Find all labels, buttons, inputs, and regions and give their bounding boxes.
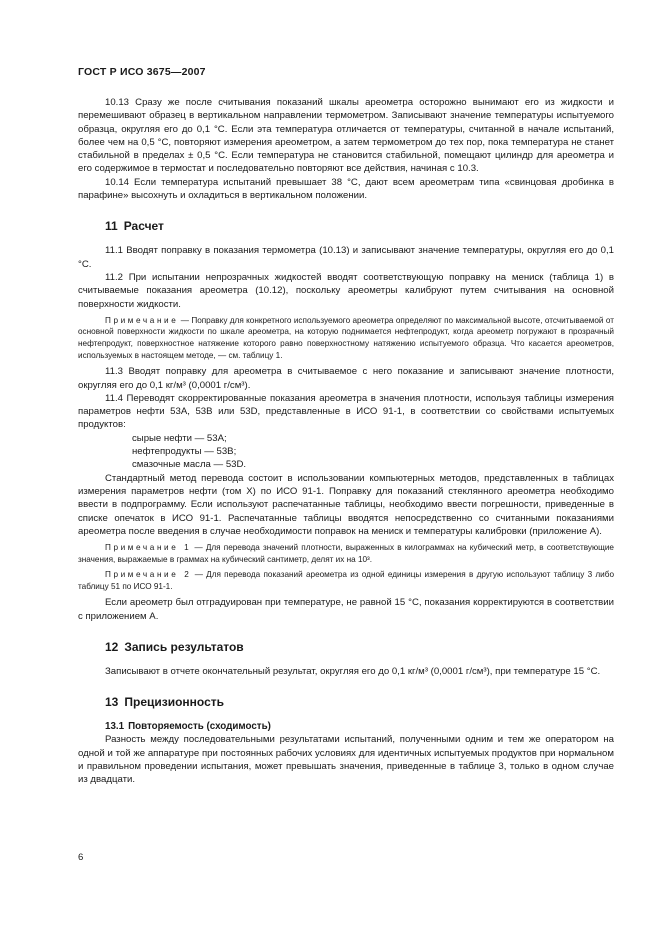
subsection-13-1-heading xyxy=(78,720,614,733)
note-1 xyxy=(78,542,614,565)
note-meniscus xyxy=(78,315,614,361)
document-body xyxy=(78,96,614,787)
paragraph-10-13: 10.13 Сразу же после считывания показаний шкалы ареометра осторожно вынимают его из жидкости и перемешивают образец в вертикальном направлении термометром. Записывают значение температуры испытуемого образца, округляя его до 0,1 °С. Если эта температура отличается от температуры, считанной в начале испытаний, более чем на 0,5 °С, повторяют измерения ареометром, а затем термометром до тех пор, пока температура не станет стабильной в пределах ± 0,5 °С. Если температура не становится стабильной, помещают цилиндр для ареометра и его содержимое в термостат и последовательно повторяют все действия, начиная с 10.3. xyxy=(78,97,614,175)
section-11-heading xyxy=(78,218,614,234)
note-label: Примечание 1 xyxy=(105,543,192,553)
subsection-title: Повторяемость (сходимость) xyxy=(128,721,271,733)
section-13-heading xyxy=(78,694,614,710)
paragraph-12: Записывают в отчете окончательный результат, округляя его до 0,1 кг/м³ (0,0001 г/см³), при температуре 15 °С. xyxy=(105,666,601,678)
note-label: Примечание xyxy=(105,315,179,325)
paragraph-standard-method: Стандартный метод перевода состоит в использовании компьютерных методов, представленных в таблицах измерения параметров нефти (том X) по ИСО 91-1. Поправку для показаний стеклянного ареометра необходимо ввести в подпрограмму. Если используют распечатанные таблицы, необходимо ввести погрешности, приведенные в списке опечаток в ИСО 91-1. Распечатанные таблицы вводятся непосредственно со считанными показаниями ареометра после введения в случае необходимости поправок на мениск и температуры калибровки (приложение А). xyxy=(78,472,614,537)
document-header: ГОСТ Р ИСО 3675—2007 xyxy=(78,66,206,78)
list-item: смазочные масла — 53D. xyxy=(132,459,247,471)
product-list xyxy=(78,432,614,472)
paragraph-11-1: 11.1 Вводят поправку в показания термометра (10.13) и записывают значение температуры, округляя его до 0,1 °С. xyxy=(78,245,614,270)
paragraph-11-4: 11.4 Переводят скорректированные показания ареометра в значения плотности, используя таблицы измерения параметров нефти 53А, 53В или 53D, представленные в ИСО 91-1, в соответствии со свойствами испытуемых продуктов: xyxy=(78,392,614,431)
note-text: — Поправку для конкретного используемого ареометра определяют по максимальной высоте, отсчитываемой от основной поверхности жидкости по шкале ареометра, на которую поднимается нефтепродукт, когда ареометр погружают в прозрачный нефтепродукт, поверхностное натяжение которого равно поверхностному натяжению испытуемого образца. Что касается ареометров, используемых в настоящем методе, — см. таблицу 1. xyxy=(78,315,614,360)
note-2 xyxy=(78,569,614,592)
section-12-heading xyxy=(78,639,614,655)
section-title: Прецизионность xyxy=(124,695,225,710)
section-number: 11 xyxy=(105,219,118,234)
paragraph-calibration: Если ареометр был отградуирован при температуре, не равной 15 °С, показания корректируются в соответствии с приложением А. xyxy=(78,597,614,622)
list-item: сырые нефти — 53А; xyxy=(132,432,227,444)
paragraph-10-14: 10.14 Если температура испытаний превышает 38 °С, дают всем ареометрам типа «свинцовая дробинка в парафине» высохнуть и охладиться в вертикальном положении. xyxy=(78,176,614,202)
subsection-number: 13.1 xyxy=(105,721,125,733)
paragraph-11-2: 11.2 При испытании непрозрачных жидкостей вводят соответствующую поправку на мениск (таблица 1) в считываемые показания ареометра (10.12), поскольку ареометры калибруют путем считывания на основной поверхности жидкости. xyxy=(78,271,614,310)
paragraph-11-3: 11.3 Вводят поправку для ареометра в считываемое с него показание и записывают значение плотности, округляя его до 0,1 кг/м³ (0,0001 г/см³). xyxy=(78,366,614,391)
note-label: Примечание 2 xyxy=(105,570,192,580)
section-number: 13 xyxy=(105,695,119,710)
note-text: — Для перевода показаний ареометра из одной единицы измерения в другую используют таблицу 3 либо таблицу 51 по ИСО 91-1. xyxy=(78,570,615,591)
section-title: Расчет xyxy=(123,219,164,234)
section-title: Запись результатов xyxy=(124,640,244,655)
page-number: 6 xyxy=(78,852,84,863)
section-number: 12 xyxy=(105,640,119,655)
paragraph-13-1: Разность между последовательными результатами испытаний, полученными одним и тем же оператором на одной и той же аппаратуре при постоянных рабочих условиях для идентичных испытуемых продуктов при нормальном и правильном проведении испытания, может превышать значения, приведенные в таблице 3, только в одном случае из двадцати. xyxy=(78,734,614,786)
list-item: нефтепродукты — 53В; xyxy=(132,446,237,458)
note-text: — Для перевода значений плотности, выраженных в килограммах на кубический метр, в соответствующие значения, выражаемые в граммах на кубический сантиметр, делят их на 10³. xyxy=(78,543,614,564)
